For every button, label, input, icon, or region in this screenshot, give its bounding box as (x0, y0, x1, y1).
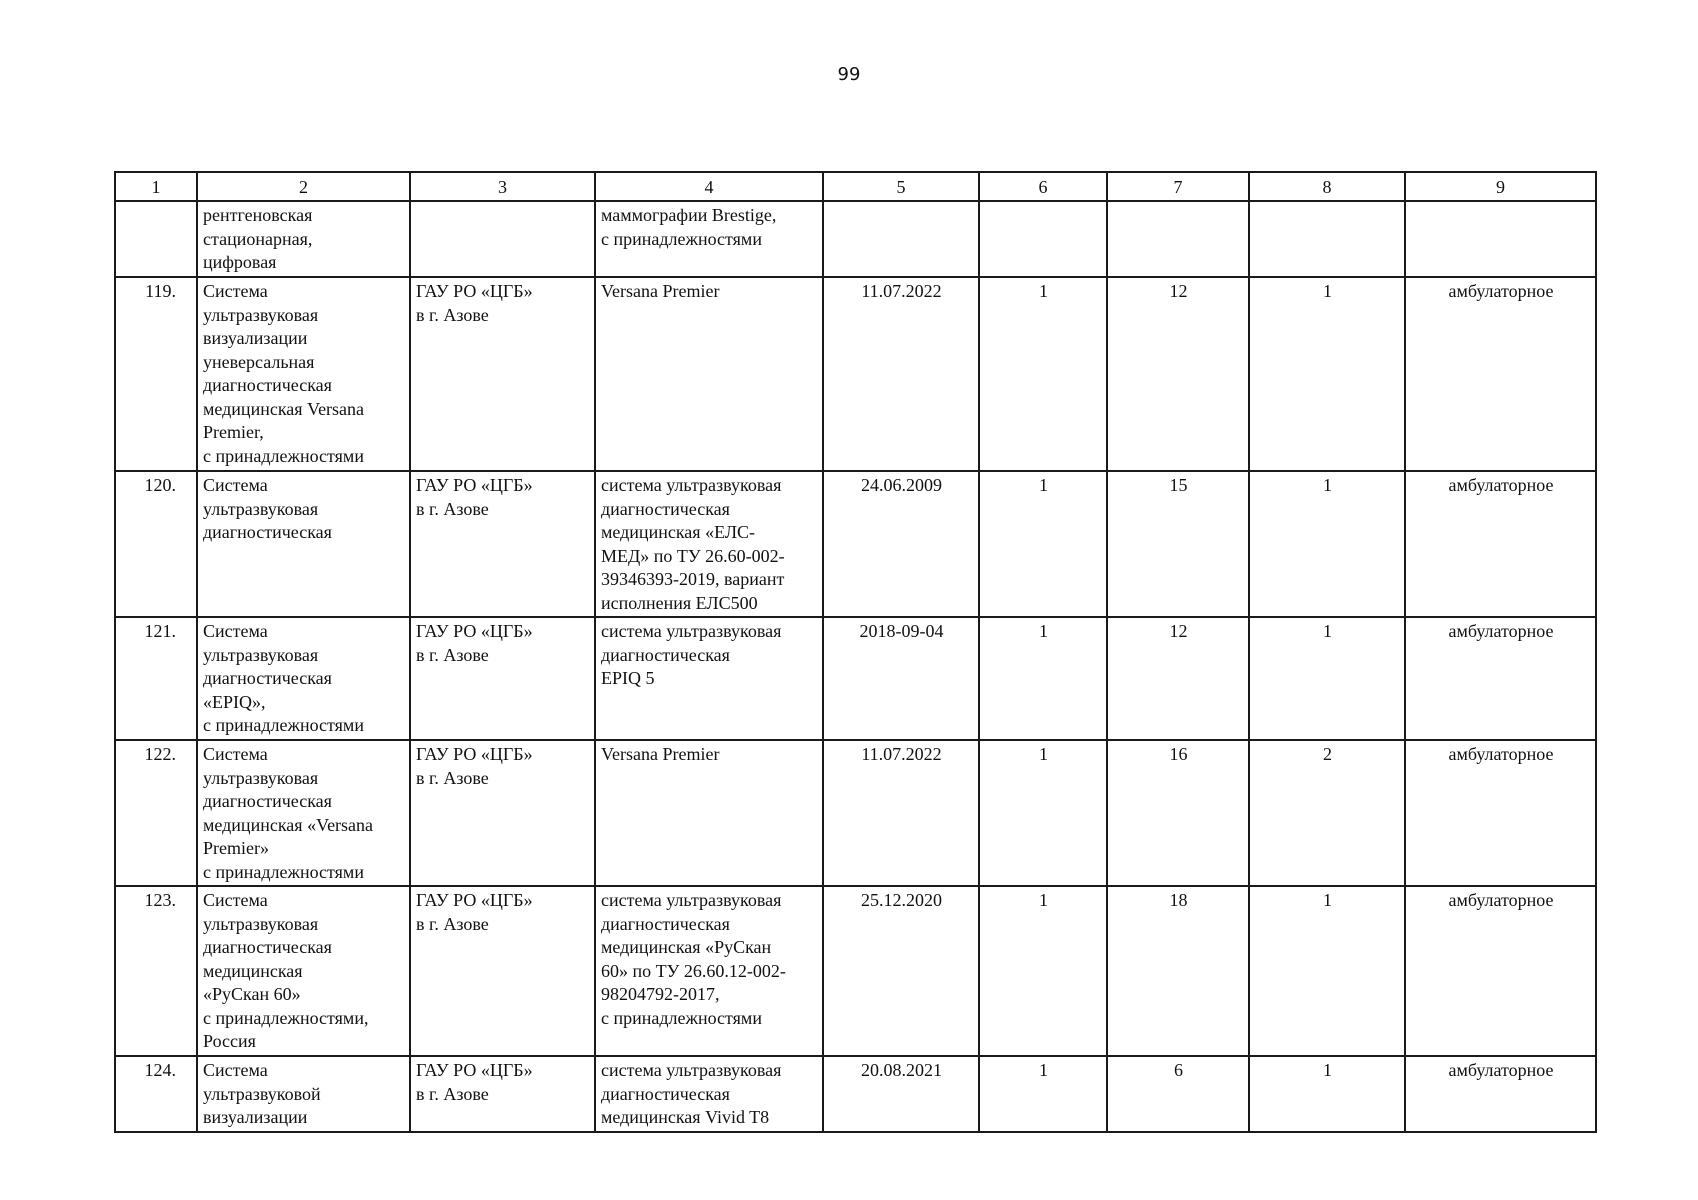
cell-col8: 1 (1249, 277, 1405, 471)
table-row (115, 277, 1596, 471)
table-row (115, 201, 1596, 277)
cell-organization (410, 201, 595, 277)
cell-date: 25.12.2020 (823, 886, 979, 1056)
cell-model: Versana Premier (595, 277, 823, 471)
cell-col8: 2 (1249, 740, 1405, 886)
column-header: 3 (410, 172, 595, 201)
cell-number: 122. (115, 740, 197, 886)
equipment-table (114, 171, 1597, 1133)
cell-col9 (1405, 201, 1596, 277)
cell-col6: 1 (979, 617, 1107, 740)
column-header: 1 (115, 172, 197, 201)
cell-number: 121. (115, 617, 197, 740)
table-row (115, 1056, 1596, 1132)
cell-number: 124. (115, 1056, 197, 1132)
cell-col9: амбулаторное (1405, 617, 1596, 740)
cell-col6: 1 (979, 740, 1107, 886)
cell-equipment-name: Система ультразвуковая диагностическая медицинская «РуСкан 60» с принадлежностями, Россия (197, 886, 410, 1056)
cell-number (115, 201, 197, 277)
cell-col9: амбулаторное (1405, 471, 1596, 617)
cell-col9: амбулаторное (1405, 277, 1596, 471)
cell-equipment-name: Система ультразвуковой визуализации (197, 1056, 410, 1132)
cell-model: Versana Premier (595, 740, 823, 886)
cell-equipment-name: Система ультразвуковая визуализации уневерсальная диагностическая медицинская Versana Premier, с принадлежностями (197, 277, 410, 471)
cell-col6: 1 (979, 277, 1107, 471)
cell-model: система ультразвуковая диагностическая медицинская Vivid T8 (595, 1056, 823, 1132)
cell-col7: 16 (1107, 740, 1249, 886)
cell-date (823, 201, 979, 277)
cell-date: 20.08.2021 (823, 1056, 979, 1132)
column-header: 7 (1107, 172, 1249, 201)
cell-organization: ГАУ РО «ЦГБ» в г. Азове (410, 1056, 595, 1132)
cell-date: 24.06.2009 (823, 471, 979, 617)
cell-col6: 1 (979, 886, 1107, 1056)
cell-model: система ультразвуковая диагностическая медицинская «РуСкан 60» по ТУ 26.60.12-002- 98204792-2017, с принадлежностями (595, 886, 823, 1056)
cell-equipment-name: Система ультразвуковая диагностическая медицинская «Versana Premier» с принадлежностями (197, 740, 410, 886)
cell-col8: 1 (1249, 471, 1405, 617)
cell-col9: амбулаторное (1405, 1056, 1596, 1132)
column-header: 6 (979, 172, 1107, 201)
table-row (115, 886, 1596, 1056)
cell-col7: 15 (1107, 471, 1249, 617)
cell-col6 (979, 201, 1107, 277)
cell-date: 2018-09-04 (823, 617, 979, 740)
cell-col8 (1249, 201, 1405, 277)
cell-organization: ГАУ РО «ЦГБ» в г. Азове (410, 740, 595, 886)
table-row (115, 471, 1596, 617)
cell-col7: 6 (1107, 1056, 1249, 1132)
cell-col7: 12 (1107, 277, 1249, 471)
column-header: 4 (595, 172, 823, 201)
cell-date: 11.07.2022 (823, 740, 979, 886)
cell-number: 123. (115, 886, 197, 1056)
table-row (115, 617, 1596, 740)
cell-number: 120. (115, 471, 197, 617)
column-header: 2 (197, 172, 410, 201)
cell-organization: ГАУ РО «ЦГБ» в г. Азове (410, 471, 595, 617)
cell-number: 119. (115, 277, 197, 471)
cell-date: 11.07.2022 (823, 277, 979, 471)
page-number: 99 (837, 64, 861, 85)
cell-equipment-name: рентгеновская стационарная, цифровая (197, 201, 410, 277)
column-header: 8 (1249, 172, 1405, 201)
column-header: 5 (823, 172, 979, 201)
cell-col8: 1 (1249, 886, 1405, 1056)
column-number-row (115, 172, 1596, 201)
cell-model: маммографии Brestige, с принадлежностями (595, 201, 823, 277)
table-row (115, 740, 1596, 886)
cell-col9: амбулаторное (1405, 740, 1596, 886)
cell-equipment-name: Система ультразвуковая диагностическая (197, 471, 410, 617)
cell-col9: амбулаторное (1405, 886, 1596, 1056)
cell-model: система ультразвуковая диагностическая EPIQ 5 (595, 617, 823, 740)
cell-organization: ГАУ РО «ЦГБ» в г. Азове (410, 277, 595, 471)
cell-organization: ГАУ РО «ЦГБ» в г. Азове (410, 617, 595, 740)
cell-col8: 1 (1249, 617, 1405, 740)
cell-col7: 18 (1107, 886, 1249, 1056)
cell-col8: 1 (1249, 1056, 1405, 1132)
cell-model: система ультразвуковая диагностическая медицинская «ЕЛС- МЕД» по ТУ 26.60-002- 39346393-2019, вариант исполнения ЕЛС500 (595, 471, 823, 617)
cell-col6: 1 (979, 471, 1107, 617)
cell-equipment-name: Система ультразвуковая диагностическая «EPIQ», с принадлежностями (197, 617, 410, 740)
cell-col7 (1107, 201, 1249, 277)
cell-organization: ГАУ РО «ЦГБ» в г. Азове (410, 886, 595, 1056)
cell-col6: 1 (979, 1056, 1107, 1132)
column-header: 9 (1405, 172, 1596, 201)
cell-col7: 12 (1107, 617, 1249, 740)
